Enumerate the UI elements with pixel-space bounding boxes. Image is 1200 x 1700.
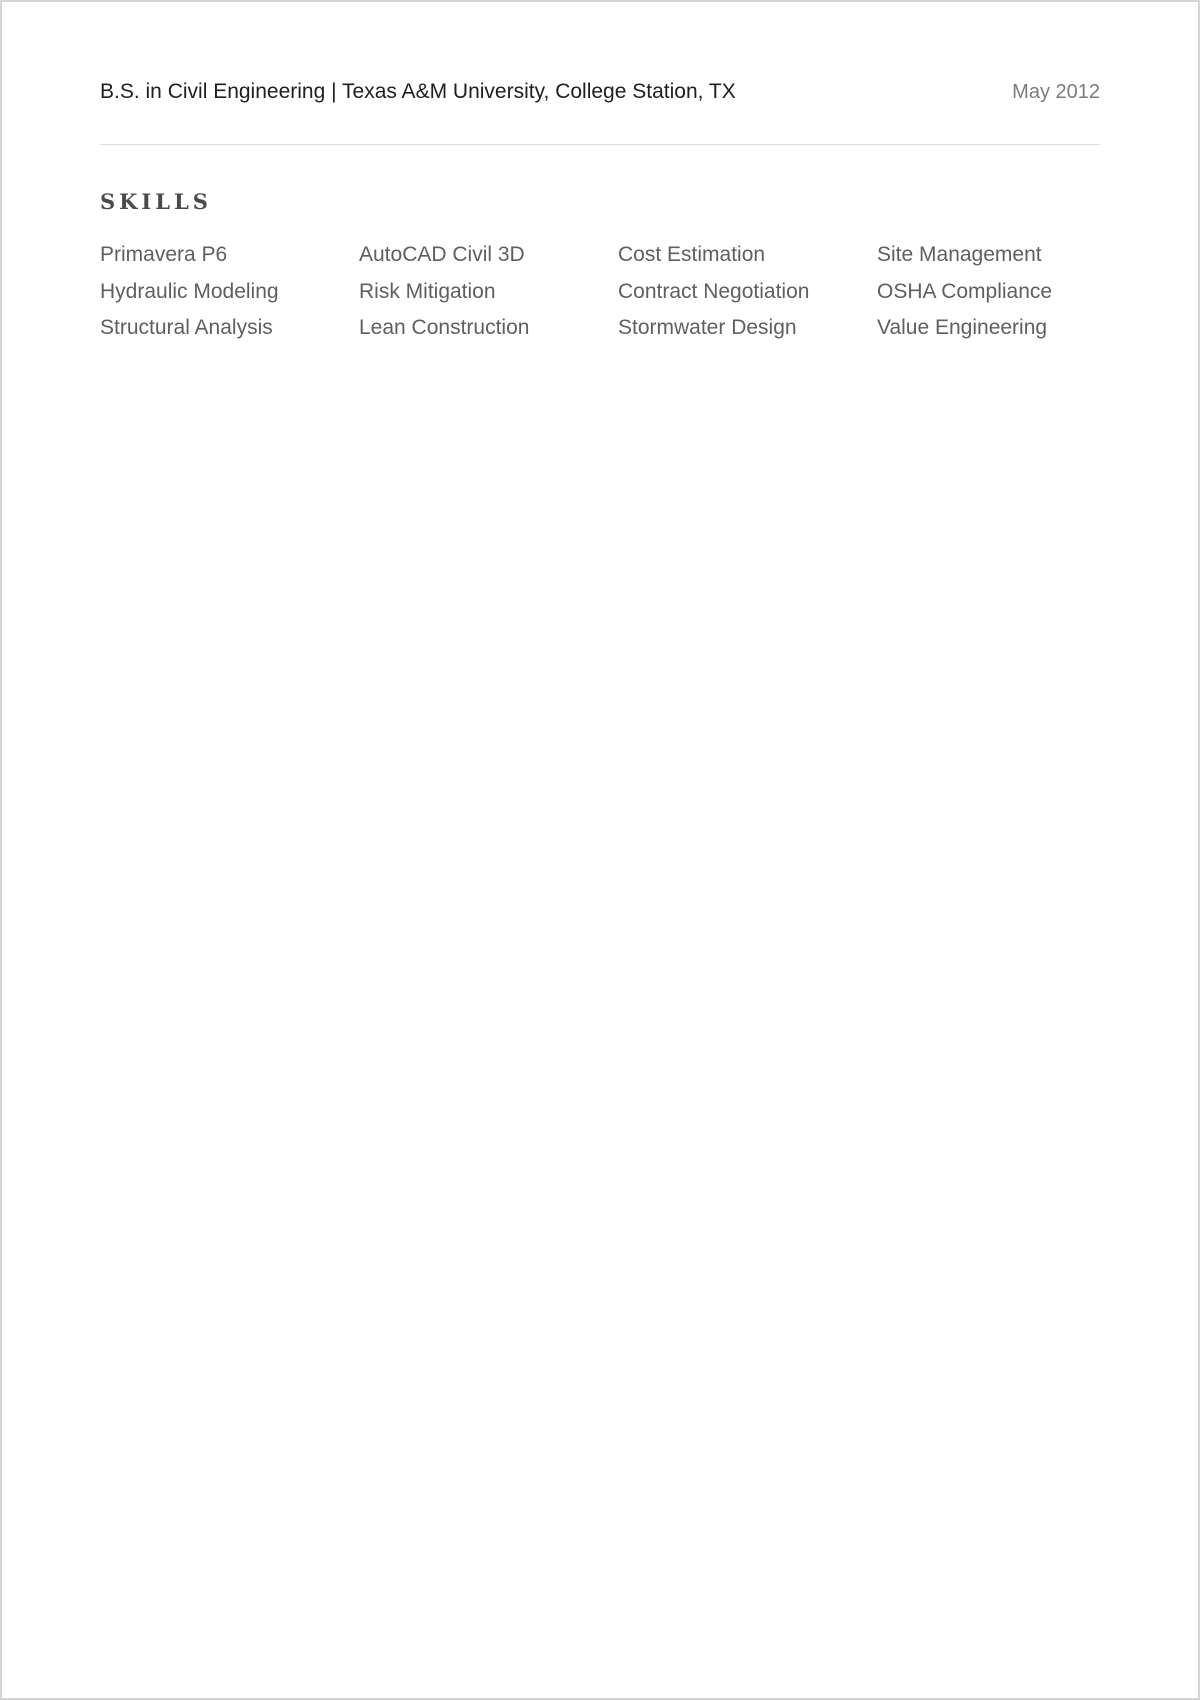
education-date: May 2012 xyxy=(1012,80,1100,103)
skill-item: Lean Construction xyxy=(359,316,530,339)
skill-item: Value Engineering xyxy=(877,316,1048,339)
skill-item: Site Management xyxy=(877,243,1042,266)
section-divider xyxy=(100,144,1100,145)
skill-item: Contract Negotiation xyxy=(618,279,810,303)
skills-heading: SKILLS xyxy=(100,189,212,214)
skill-item: Primavera P6 xyxy=(100,243,228,266)
skill-item: Structural Analysis xyxy=(100,316,273,339)
skill-item: Stormwater Design xyxy=(618,316,797,339)
skill-item: OSHA Compliance xyxy=(877,279,1053,303)
skill-item: Risk Mitigation xyxy=(359,279,496,303)
skill-item: Cost Estimation xyxy=(618,243,766,266)
skill-item: AutoCAD Civil 3D xyxy=(359,243,525,266)
education-degree: B.S. in Civil Engineering | Texas A&M University, College Station, TX xyxy=(100,80,736,103)
education-entry xyxy=(100,77,1100,107)
skills-grid xyxy=(100,238,1160,348)
skill-item: Hydraulic Modeling xyxy=(100,279,279,303)
